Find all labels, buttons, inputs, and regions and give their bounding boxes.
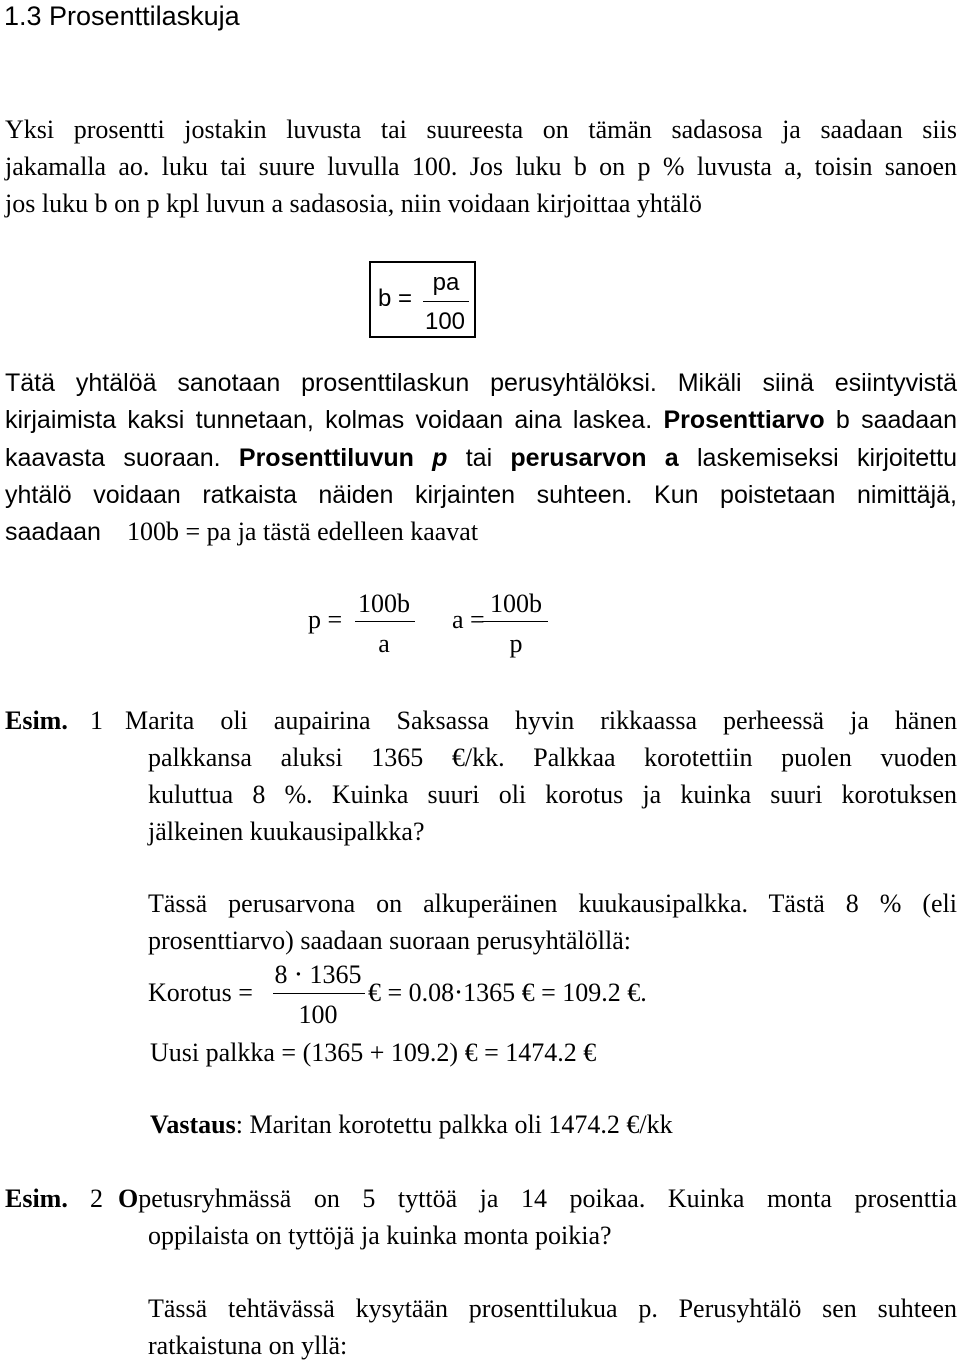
example-1-number: 1	[90, 706, 103, 735]
example-2-line-1-rest: petusryhmässä on 5 tyttöä ja 14 poikaa. Kuinka monta prosenttia	[138, 1184, 957, 1213]
formula-p-lhs: p =	[308, 605, 343, 634]
example-2-line-2: oppilaista on tyttöjä ja kuinka monta poikia?	[148, 1221, 612, 1250]
vastaus-label: Vastaus	[150, 1110, 236, 1139]
vastaus	[150, 1106, 673, 1143]
para2-line-5-b: 100b = pa ja tästä edelleen kaavat	[127, 517, 479, 546]
example-2-initial: O	[118, 1184, 139, 1213]
example-1-solution-line-1: Tässä perusarvona on alkuperäinen kuukausipalkka. Tästä 8 % (eli	[148, 889, 957, 918]
example-1-line-4: jälkeinen kuukausipalkka?	[148, 817, 425, 846]
section-heading: 1.3 Prosenttilaskuja	[4, 1, 240, 31]
intro-line-3: jos luku b on p kpl luvun a sadasosia, niin voidaan kirjoittaa yhtälö	[5, 189, 702, 218]
para2-line-2-text: kirjaimista kaksi tunnetaan, kolmas voidaan aina laskea.	[5, 406, 653, 434]
para2-line-2-end: b saadaan	[835, 406, 957, 434]
formula-a-numerator: 100b	[490, 589, 542, 618]
uusi-palkka: Uusi palkka = (1365 + 109.2) € = 1474.2 €	[150, 1038, 597, 1067]
para2-line-3	[5, 440, 957, 477]
intro-line-2: jakamalla ao. luku tai suure luvulla 100. Jos luku b on p % luvusta a, toisin sanoen	[5, 152, 957, 181]
example-1-solution-line-2: prosenttiarvo) saadaan suoraan perusyhtälöllä:	[148, 926, 631, 955]
example-1-line-3: kuluttua 8 %. Kuinka suuri oli korotus ja kuinka suuri korotuksen	[148, 780, 957, 809]
formula-box-numerator: pa	[432, 269, 460, 296]
term-prosenttiluvun: Prosenttiluvun	[238, 444, 414, 472]
para2-line-3-start: kaavasta suoraan.	[5, 444, 221, 472]
para2-line-5-a: saadaan	[5, 518, 101, 546]
example-2-line-1	[118, 1180, 957, 1217]
example-2-solution-line-2: ratkaistuna on yllä:	[148, 1331, 348, 1360]
para2-line-3-end: laskemiseksi kirjoitettu	[696, 444, 957, 472]
para2-line-1: Tätä yhtälöä sanotaan prosenttilaskun perusyhtälöksi. Mikäli siinä esiintyvistä	[5, 369, 957, 397]
korotus-denominator: 100	[298, 1000, 338, 1029]
formula-a-denominator: p	[509, 629, 523, 658]
term-p: p	[432, 444, 448, 472]
formula-box-denominator: 100	[424, 308, 466, 335]
formula-p-numerator: 100b	[358, 589, 410, 618]
korotus-numerator: 8 ⋅ 1365	[274, 960, 362, 989]
korotus-rhs: € = 0.08⋅1365 € = 109.2 €.	[368, 978, 647, 1007]
para2-line-3-mid: tai	[465, 444, 493, 472]
formula-box-lhs: b =	[378, 285, 413, 312]
intro-line-1: Yksi prosentti jostakin luvusta tai suureesta on tämän sadasosa ja saadaan siis	[5, 115, 957, 144]
korotus-lhs: Korotus =	[148, 978, 253, 1007]
formula-p-denominator: a	[378, 629, 390, 658]
example-2-label: Esim.	[5, 1184, 68, 1213]
formula-p-fraction-bar	[355, 621, 415, 622]
example-1-label: Esim.	[5, 706, 68, 735]
term-perusarvon: perusarvon a	[510, 444, 679, 472]
korotus-fraction-bar	[273, 993, 365, 994]
vastaus-text: : Maritan korotettu palkka oli 1474.2 €/kk	[235, 1110, 673, 1139]
example-2-solution-line-1: Tässä tehtävässä kysytään prosenttilukua p. Perusyhtälö sen suhteen	[148, 1294, 957, 1323]
example-2-number: 2	[90, 1184, 103, 1213]
formula-a-fraction-bar	[482, 621, 548, 622]
example-1-line-2: palkkansa aluksi 1365 €/kk. Palkkaa korotettiin puolen vuoden	[148, 743, 957, 772]
term-prosenttiarvo: Prosenttiarvo	[663, 406, 825, 434]
para2-line-2	[5, 402, 957, 439]
para2-line-4: yhtälö voidaan ratkaista näiden kirjainten suhteen. Kun poistetaan nimittäjä,	[5, 481, 957, 509]
formula-a-lhs: a =	[452, 605, 485, 634]
formula-box-fraction-bar	[423, 301, 469, 302]
example-1-line-1: Marita oli aupairina Saksassa hyvin rikkaassa perheessä ja hänen	[125, 706, 957, 735]
